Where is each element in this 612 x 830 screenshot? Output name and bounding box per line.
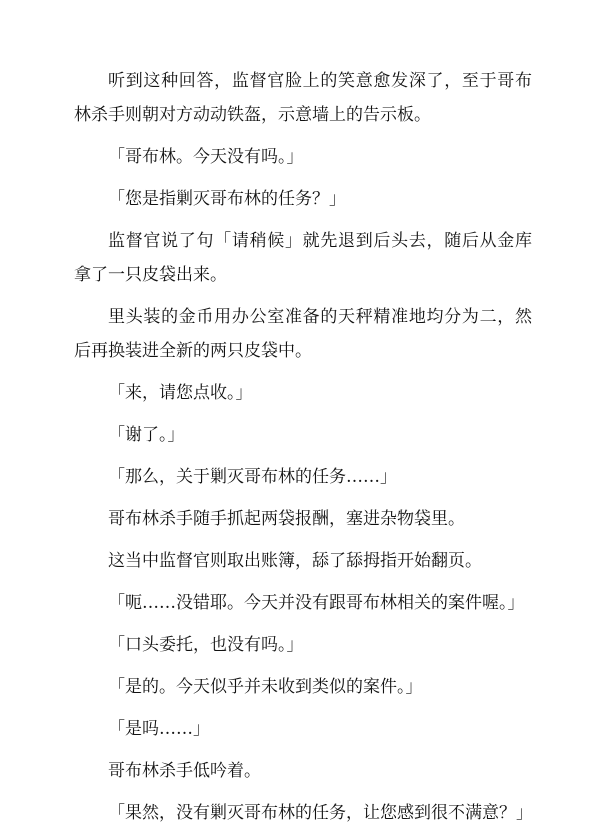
paragraph-2: 「哥布林。今天没有吗。」 (108, 147, 304, 167)
paragraph-13: 「是的。今天似乎并未收到类似的案件。」 (108, 677, 423, 697)
paragraph-3: 「您是指剿灭哥布林的任务？」 (108, 189, 346, 209)
paragraph-12: 「口头委托，也没有吗。」 (108, 635, 304, 655)
paragraph-15: 哥布林杀手低吟着。 (108, 761, 261, 781)
paragraph-6: 「来，请您点收。」 (108, 383, 253, 403)
paragraph-1: 听到这种回答，监督官脸上的笑意愈发深了，至于哥布林杀手则朝对方动动铁盔，示意墙上的告示板。 (74, 71, 532, 125)
paragraph-9: 哥布林杀手随手抓起两袋报酬，塞进杂物袋里。 (108, 509, 465, 529)
paragraph-8: 「那么，关于剿灭哥布林的任务……」 (108, 467, 397, 487)
paragraph-11: 「呃……没错耶。今天并没有跟哥布林相关的案件喔。」 (108, 593, 525, 613)
paragraph-5: 里头装的金币用办公室准备的天秤精准地均分为二，然后再换装进全新的两只皮袋中。 (74, 307, 532, 361)
paragraph-7: 「谢了。」 (108, 425, 185, 445)
paragraph-4: 监督官说了句「请稍候」就先退到后头去，随后从金库拿了一只皮袋出来。 (74, 231, 532, 285)
paragraph-16: 「果然，没有剿灭哥布林的任务，让您感到很不满意？」 (108, 803, 533, 823)
paragraph-10: 这当中监督官则取出账簿，舔了舔拇指开始翻页。 (108, 551, 482, 571)
paragraph-14: 「是吗……」 (108, 719, 210, 739)
